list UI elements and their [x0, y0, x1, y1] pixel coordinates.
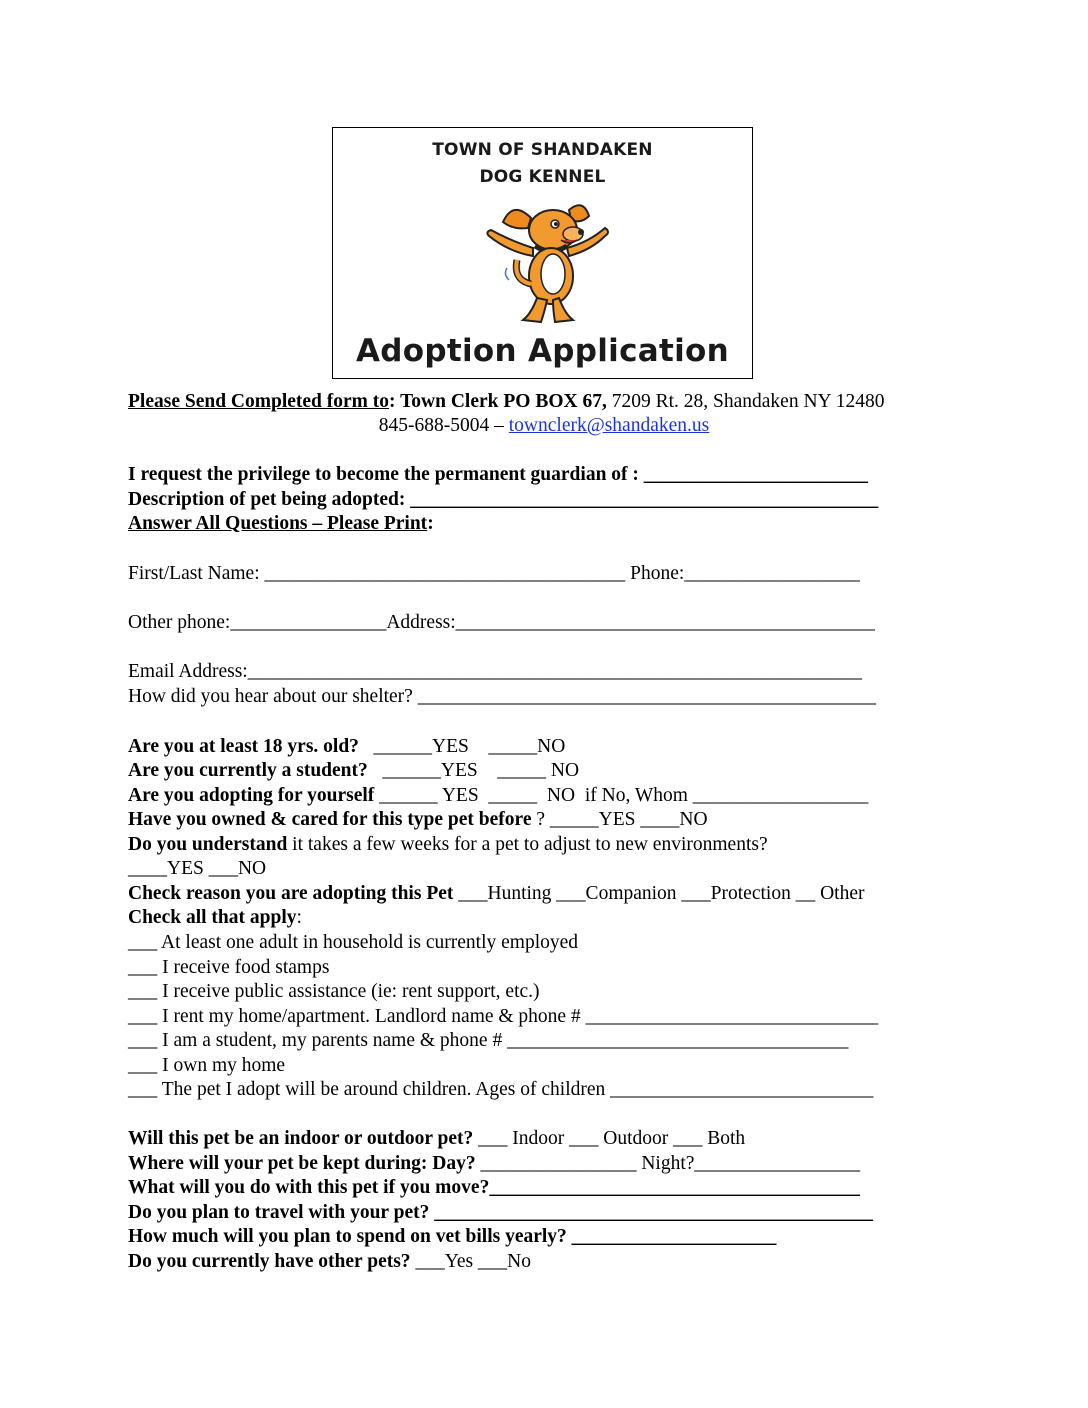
kennel-logo [332, 127, 753, 379]
town-clerk-box: Town Clerk PO BOX 67, [400, 391, 607, 412]
checklist-item-food-stamps[interactable]: ___ I receive food stamps [128, 957, 330, 978]
pet-description-field[interactable]: Description of pet being adopted: ________________________________________________ [128, 489, 879, 510]
guardian-field[interactable]: I request the privilege to become the permanent guardian of : _______________________ [128, 464, 869, 485]
student-question[interactable]: Are you currently a student? ______YES _____ NO [128, 760, 580, 781]
cartoon-dog-icon [473, 190, 613, 330]
send-to-label: Please Send Completed form to [128, 391, 390, 412]
other-phone-address-field[interactable]: Other phone:________________Address:___________________________________________ [128, 612, 875, 633]
logo-title: Adoption Application [355, 333, 729, 369]
move-question[interactable]: What will you do with this pet if you move?______________________________________ [128, 1177, 860, 1198]
clerk-email-link[interactable]: townclerk@shandaken.us [508, 415, 710, 436]
understand-question: Do you understand it takes a few weeks for a pet to adjust to new environments? [128, 834, 768, 855]
send-to-line: Please Send Completed form to: Town Clerk PO BOX 67, 7209 Rt. 28, Shandaken NY 12480 [128, 391, 885, 412]
check-all-heading: Check all that apply: [128, 907, 302, 928]
contact-line [0, 414, 1088, 438]
travel-question[interactable]: Do you plan to travel with your pet? _____________________________________________ [128, 1202, 873, 1223]
vet-bills-question[interactable]: How much will you plan to spend on vet bills yearly? _____________________ [128, 1226, 777, 1247]
kept-during-question[interactable]: Where will your pet be kept during: Day? ________________ Night?_________________ [128, 1153, 861, 1174]
answer-all-heading: Answer All Questions – Please Print: [128, 513, 434, 534]
other-pets-question[interactable]: Do you currently have other pets? ___Yes ___No [128, 1251, 532, 1272]
indoor-outdoor-question[interactable]: Will this pet be an indoor or outdoor pet? ___ Indoor ___ Outdoor ___ Both [128, 1128, 746, 1149]
email-address-field[interactable]: Email Address:_______________________________________________________________ [128, 661, 862, 682]
clerk-phone: 845-688-5004 – [378, 415, 509, 436]
checklist-item-children[interactable]: ___ The pet I adopt will be around children. Ages of children ___________________________ [128, 1079, 874, 1100]
understand-options[interactable]: ____YES ___NO [128, 858, 267, 879]
owned-before-question[interactable]: Have you owned & cared for this type pet before ? _____YES ____NO [128, 809, 708, 830]
name-phone-field[interactable]: First/Last Name: _____________________________________ Phone:__________________ [128, 563, 860, 584]
checklist-item-own-home[interactable]: ___ I own my home [128, 1055, 286, 1076]
adopting-for-yourself-question[interactable]: Are you adopting for yourself ______ YES _____ NO if No, Whom __________________ [128, 785, 869, 806]
clerk-address: 7209 Rt. 28, Shandaken NY 12480 [606, 391, 885, 412]
adoption-reason-question[interactable]: Check reason you are adopting this Pet ___Hunting ___Companion ___Protection __ Other [128, 883, 865, 904]
checklist-item-student[interactable]: ___ I am a student, my parents name & phone # ___________________________________ [128, 1030, 849, 1051]
checklist-item-public-assistance[interactable]: ___ I receive public assistance (ie: rent support, etc.) [128, 981, 540, 1002]
logo-town-name: TOWN OF SHANDAKEN [432, 140, 653, 160]
how-did-you-hear-field[interactable]: How did you hear about our shelter? _______________________________________________ [128, 686, 876, 707]
checklist-item-employed[interactable]: ___ At least one adult in household is currently employed [128, 932, 579, 953]
logo-kennel-name: DOG KENNEL [479, 167, 606, 187]
checklist-item-rent[interactable]: ___ I rent my home/apartment. Landlord name & phone # ______________________________ [128, 1006, 879, 1027]
age-question[interactable]: Are you at least 18 yrs. old? ______YES _____NO [128, 736, 566, 757]
